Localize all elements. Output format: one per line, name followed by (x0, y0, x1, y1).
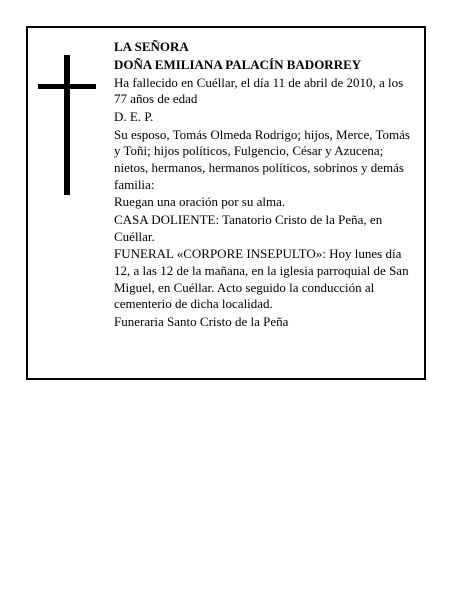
obituary-text (114, 39, 414, 332)
cross-vertical-bar (64, 55, 70, 195)
cross-horizontal-bar (38, 84, 96, 89)
title-line-1: LA SEÑORA (114, 39, 189, 54)
mourning-house: CASA DOLIENTE: Tanatorio Cristo de la Peña, en Cuéllar. (114, 212, 383, 244)
family-list: Su esposo, Tomás Olmeda Rodrigo; hijos, Merce, Tomás y Toñi; hijos políticos, Fulgencio, César y Azucena; nietos, hermanos, hermanos políticos, sobrinos y demás familia: (114, 126, 410, 192)
deceased-name: DOÑA EMILIANA PALACÍN BADORREY (114, 56, 362, 72)
prayer-request: Ruegan una oración por su alma. (114, 194, 286, 210)
funeral-details: FUNERAL «CORPORE INSEPULTO»: Hoy lunes día 12, a las 12 de la mañana, en la iglesia parroquial de San Miguel, en Cuéllar. Acto seguido la conducción al cementerio de dicha localidad. (114, 246, 409, 312)
death-info: Ha fallecido en Cuéllar, el día 11 de abril de 2010, a los 77 años de edad (114, 74, 404, 107)
dep-line: D. E. P. (114, 108, 154, 124)
funeral-home: Funeraria Santo Cristo de la Peña (114, 314, 289, 329)
